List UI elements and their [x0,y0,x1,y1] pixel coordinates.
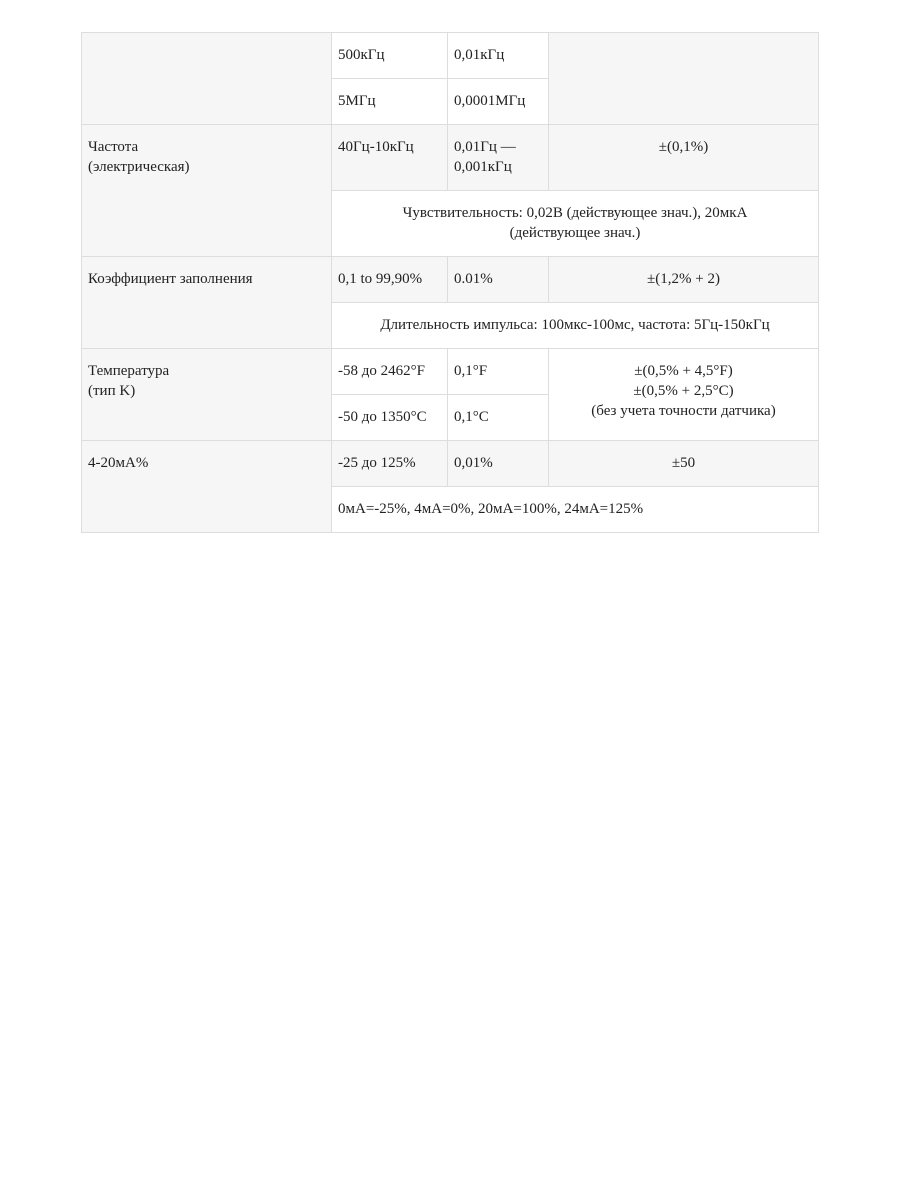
accuracy-cell [549,349,819,441]
resolution-cell: 0,1°F [448,349,549,395]
range-cell: -25 до 125% [332,441,448,487]
accuracy-cell-empty [549,33,819,125]
resolution-cell: 0,01кГц [448,33,549,79]
range-cell: 0,1 to 99,90% [332,257,448,303]
table-row [82,257,819,303]
note-text: Чувствительность: 0,02В (действующее знач.), 20мкА (действующее знач.) [402,205,748,241]
parameter-cell: Коэффициент заполнения [82,257,332,349]
range-cell: 500кГц [332,33,448,79]
note-cell [332,191,819,257]
range-cell: -50 до 1350°C [332,395,448,441]
resolution-cell: 0.01% [448,257,549,303]
parameter-cell [82,349,332,441]
parameter-cell: 4-20мА% [82,441,332,533]
resolution-value: 0,01Гц — 0,001кГц [454,139,516,175]
note-cell: 0мА=-25%, 4мА=0%, 20мА=100%, 24мА=125% [332,487,819,533]
parameter-cell [82,125,332,257]
accuracy-cell: ±(1,2% + 2) [549,257,819,303]
accuracy-value: ±(0,5% + 4,5°F) ±(0,5% + 2,5°C) (без учета точности датчика) [591,363,776,419]
resolution-cell: 0,01% [448,441,549,487]
parameter-cell-empty [82,33,332,125]
resolution-cell: 0,0001МГц [448,79,549,125]
range-cell: 40Гц-10кГц [332,125,448,191]
accuracy-cell: ±(0,1%) [549,125,819,191]
note-cell: Длительность импульса: 100мкс-100мс, частота: 5Гц-150кГц [332,303,819,349]
table-row [82,33,819,79]
range-cell: 5МГц [332,79,448,125]
resolution-cell [448,125,549,191]
resolution-cell: 0,1°C [448,395,549,441]
accuracy-cell: ±50 [549,441,819,487]
parameter-label: Частота (электрическая) [88,139,190,175]
parameter-label: Температура (тип K) [88,363,170,399]
table-row [82,441,819,487]
range-cell: -58 до 2462°F [332,349,448,395]
table-row [82,125,819,191]
table-row [82,349,819,395]
specifications-table [81,32,819,533]
